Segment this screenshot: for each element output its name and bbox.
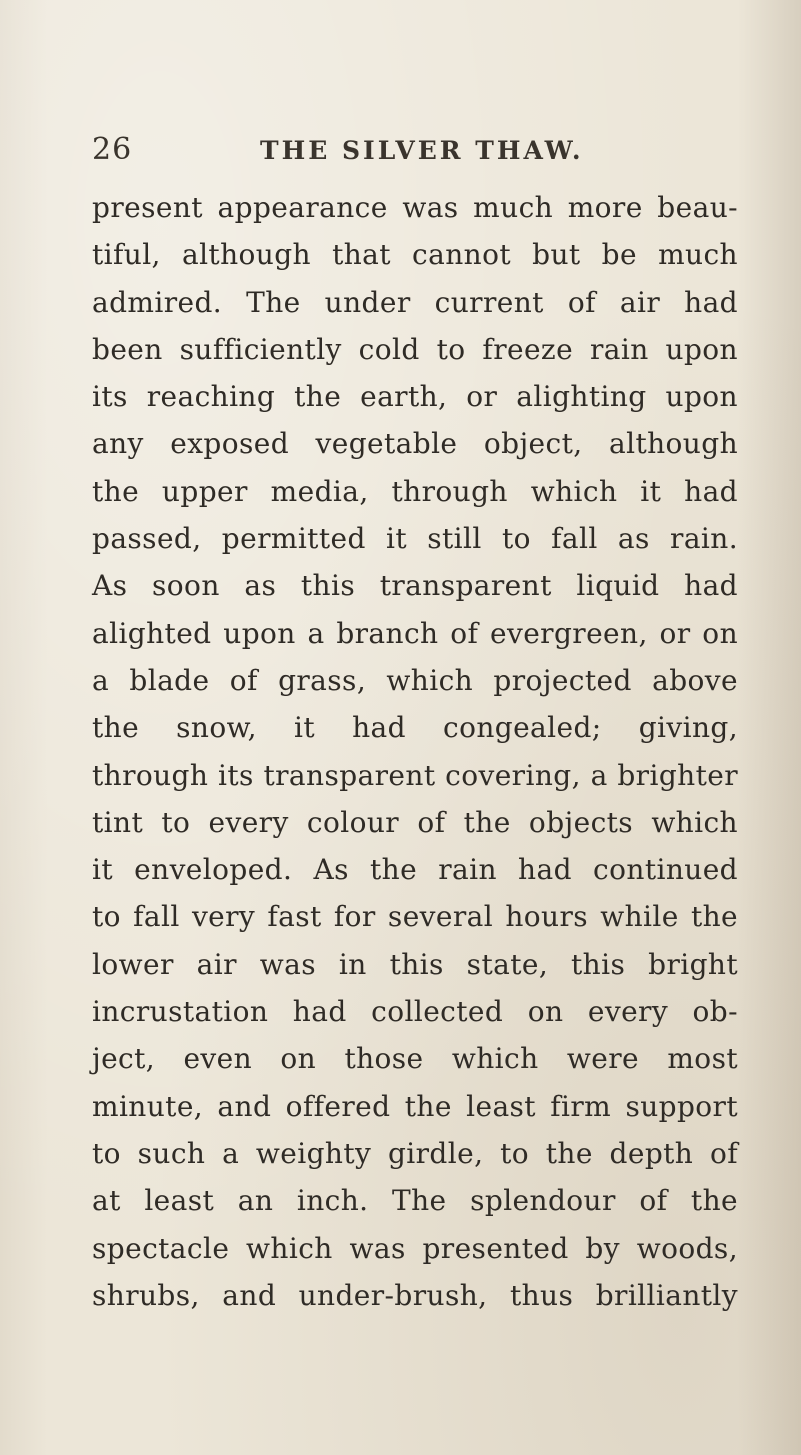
text-line: ject, even on those which were most xyxy=(92,1042,738,1076)
text-line: tint to every colour of the objects which xyxy=(92,805,738,839)
text-line: alighted upon a branch of evergreen, or on xyxy=(92,616,738,650)
page-header xyxy=(92,132,742,172)
text-line: at least an inch. The splendour of the xyxy=(92,1184,738,1218)
text-line: it enveloped. As the rain had continued xyxy=(92,853,738,887)
text-line: minute, and offered the least firm support xyxy=(92,1089,738,1123)
text-line: tiful, although that cannot but be much xyxy=(92,238,738,272)
text-line: As soon as this transparent liquid had xyxy=(92,569,738,603)
body-text xyxy=(92,184,738,1319)
page-number: 26 xyxy=(92,132,133,167)
text-line: to fall very fast for several hours while the xyxy=(92,900,738,934)
text-line: shrubs, and under-brush, thus brilliantly xyxy=(92,1278,738,1312)
text-line: any exposed vegetable object, although xyxy=(92,427,738,461)
text-line: to such a weighty girdle, to the depth of xyxy=(92,1136,738,1170)
text-line: admired. The under current of air had xyxy=(92,285,738,319)
text-line: lower air was in this state, this bright xyxy=(92,947,738,981)
text-line: its reaching the earth, or alighting upon xyxy=(92,380,738,414)
text-line: been sufficiently cold to freeze rain upon xyxy=(92,332,738,366)
text-line: incrustation had collected on every ob- xyxy=(92,995,738,1029)
running-head: THE SILVER THAW. xyxy=(260,136,584,165)
text-line: the upper media, through which it had xyxy=(92,474,738,508)
text-line: the snow, it had congealed; giving, xyxy=(92,711,738,745)
text-line: through its transparent covering, a brighter xyxy=(92,758,738,792)
text-line: a blade of grass, which projected above xyxy=(92,663,738,697)
text-line: passed, permitted it still to fall as rain. xyxy=(92,522,738,556)
text-line: present appearance was much more beau- xyxy=(92,191,738,224)
text-line: spectacle which was presented by woods, xyxy=(92,1231,738,1265)
